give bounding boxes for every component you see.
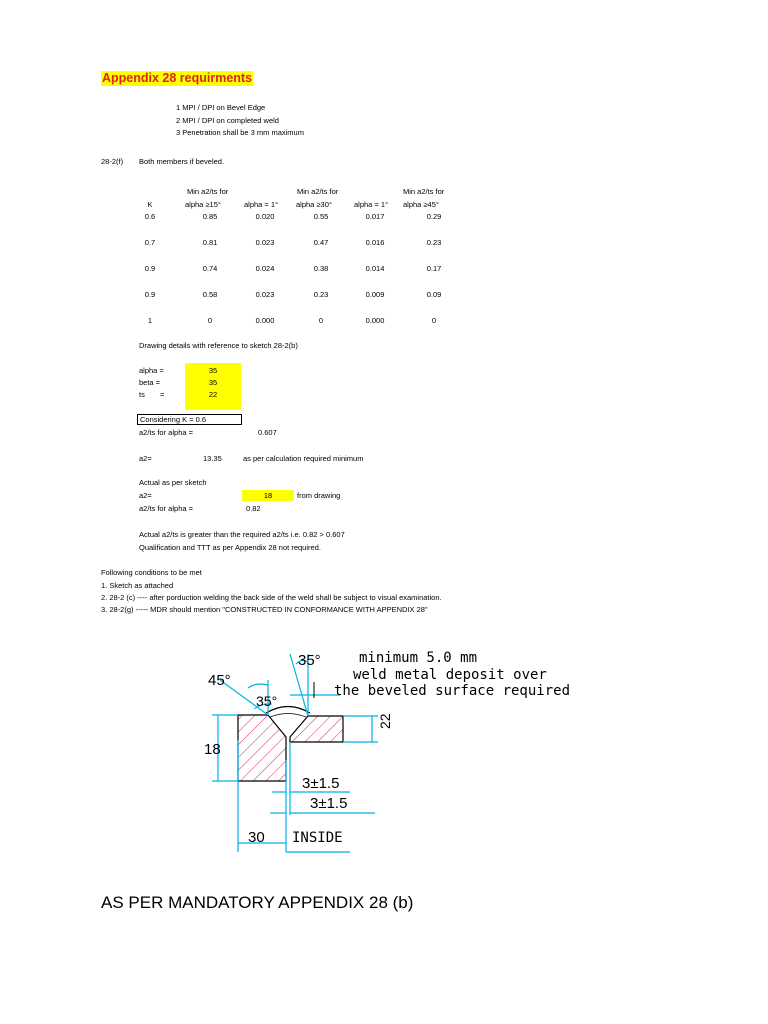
table-cell: 0.9 — [144, 264, 156, 273]
clause-ref: 28-2(f) — [101, 157, 124, 166]
table-cell: 0.009 — [365, 290, 385, 299]
group-header-2: Min a2/ts for — [297, 187, 339, 196]
table-cell: 0.85 — [202, 212, 218, 221]
considering-box: Considering K = 0.6 — [137, 414, 242, 425]
table-cell: 0.09 — [426, 290, 442, 299]
beta-label: beta = — [139, 378, 161, 387]
table-cell: 0.016 — [365, 238, 385, 247]
requirement-2: 2 MPI / DPI on completed weld — [176, 116, 279, 125]
dim-18-label: 18 — [204, 741, 221, 758]
table-cell: 1 — [147, 316, 153, 325]
dim-30-label: 30 — [248, 829, 265, 846]
group-header-1: Min a2/ts for — [187, 187, 229, 196]
angle-35-top-label: 35° — [298, 652, 321, 669]
alpha-value: 35 — [208, 366, 218, 375]
table-cell: 0.9 — [144, 290, 156, 299]
table-cell: 0 — [318, 316, 324, 325]
requirement-1: 1 MPI / DPI on Bevel Edge — [176, 103, 266, 112]
table-cell: 0.23 — [313, 290, 329, 299]
a2-actual-note: from drawing — [297, 491, 341, 500]
a2-actual-value: 18 — [242, 490, 294, 501]
actual-ratio-value: 0.82 — [246, 504, 261, 513]
note-line-2: weld metal deposit over — [353, 667, 547, 683]
table-cell: 0.58 — [202, 290, 218, 299]
gap-dim-2: 3±1.5 — [310, 795, 348, 812]
beta-value: 35 — [208, 378, 218, 387]
table-cell: 0.17 — [426, 264, 442, 273]
ts-equals: = — [160, 390, 165, 399]
group-header-3: Min a2/ts for — [403, 187, 445, 196]
table-cell: 0.024 — [255, 264, 275, 273]
angle-35-inner-label: 35° — [256, 693, 278, 709]
sketch-caption: AS PER MANDATORY APPENDIX 28 (b) — [101, 893, 414, 912]
note-line-3: the beveled surface required — [334, 683, 571, 699]
col-header-alpha45: alpha ≥45° — [403, 200, 439, 209]
conclusion-line-1: Actual a2/ts is greater than the required a2/ts i.e. 0.82 > 0.607 — [139, 530, 345, 539]
table-cell: 0.014 — [365, 264, 385, 273]
condition-2: 2. 28-2 (c) ---- after porduction welding the back side of the weld shall be subject to visual examination. — [101, 593, 442, 602]
col-header-alpha1b: alpha = 1° — [354, 200, 389, 209]
table-cell: 0.6 — [144, 212, 156, 221]
table-cell: 0.81 — [202, 238, 218, 247]
table-cell: 0.000 — [255, 316, 275, 325]
table-cell: 0.023 — [255, 290, 275, 299]
col-header-alpha15: alpha ≥15° — [185, 200, 221, 209]
conclusion-line-2: Qualification and TTT as per Appendix 28 not required. — [139, 543, 321, 552]
table-cell: 0.7 — [144, 238, 156, 247]
table-cell: 0.29 — [426, 212, 442, 221]
table-cell: 0.55 — [313, 212, 329, 221]
table-cell: 0.023 — [255, 238, 275, 247]
requirement-3: 3 Penetration shall be 3 mm maximum — [176, 128, 304, 137]
a2-required-label: a2= — [139, 454, 152, 463]
ts-value: 22 — [208, 390, 218, 399]
col-header-alpha30: alpha ≥30° — [296, 200, 332, 209]
table-cell: 0.23 — [426, 238, 442, 247]
left-plate — [238, 715, 286, 781]
page-title: Appendix 28 requirments — [102, 71, 253, 85]
condition-3: 3. 28-2(g) ----- MDR should mention "CONSTRUCTED IN CONFORMANCE WITH APPENDIX 28" — [101, 605, 428, 614]
col-header-alpha1a: alpha = 1° — [244, 200, 279, 209]
drawing-details-heading: Drawing details with reference to sketch 28-2(b) — [139, 341, 298, 350]
table-cell: 0.38 — [313, 264, 329, 273]
col-header-k: K — [147, 200, 153, 209]
table-cell: 0.020 — [255, 212, 275, 221]
table-cell: 0 — [431, 316, 437, 325]
ts-label: ts — [139, 390, 145, 399]
table-cell: 0 — [207, 316, 213, 325]
right-plate — [290, 716, 343, 742]
a2-required-value: 13.35 — [203, 454, 222, 463]
a2-required-note: as per calculation required minimum — [243, 454, 364, 463]
clause-text: Both members if beveled. — [139, 157, 225, 166]
gap-dim-1: 3±1.5 — [302, 775, 340, 792]
note-line-1: minimum 5.0 mm — [359, 650, 478, 666]
angle-45-label: 45° — [208, 672, 231, 689]
weld-sketch — [190, 640, 610, 855]
alpha-label: alpha = — [139, 366, 164, 375]
actual-ratio-label: a2/ts for alpha = — [139, 504, 193, 513]
inside-label: INSIDE — [292, 830, 343, 846]
condition-1: 1. Sketch as attached — [101, 581, 174, 590]
table-cell: 0.017 — [365, 212, 385, 221]
table-cell: 0.000 — [365, 316, 385, 325]
required-ratio-value: 0.607 — [258, 428, 277, 437]
actual-heading: Actual as per sketch — [139, 478, 207, 487]
conditions-heading: Following conditions to be met — [101, 568, 202, 577]
dim-22-label: 22 — [377, 713, 393, 729]
table-cell: 0.74 — [202, 264, 218, 273]
table-cell: 0.47 — [313, 238, 329, 247]
a2-actual-label: a2= — [139, 491, 152, 500]
required-ratio-label: a2/ts for alpha = — [139, 428, 193, 437]
